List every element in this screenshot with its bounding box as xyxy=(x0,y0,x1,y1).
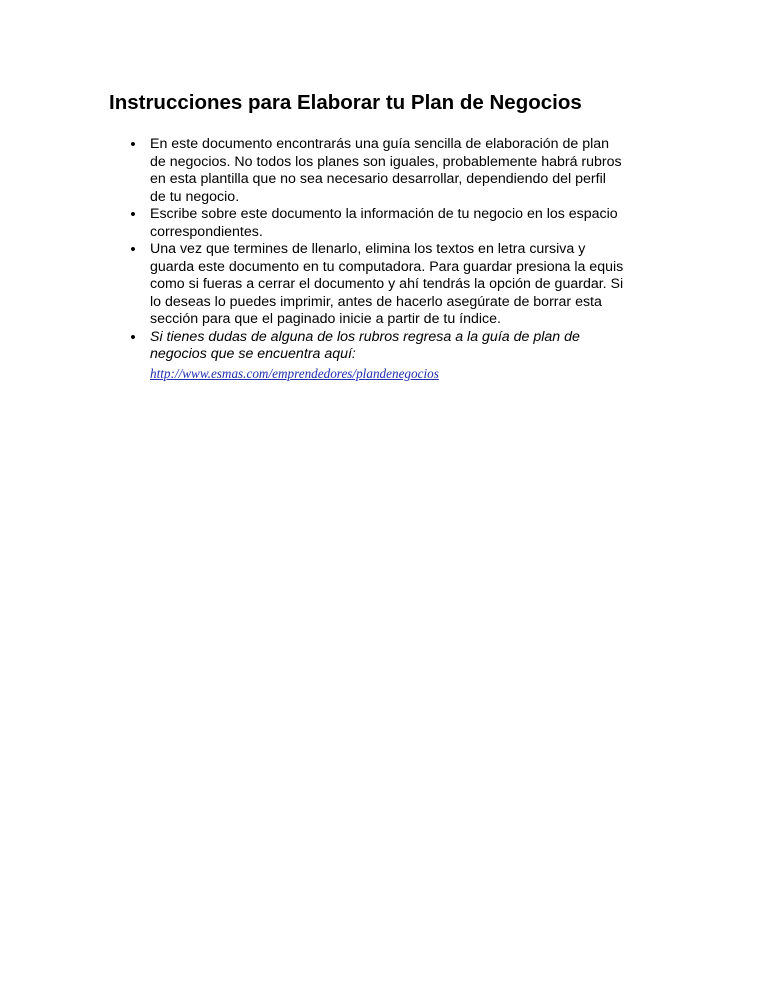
list-item-line: lo deseas lo puedes imprimir, antes de hacerlo asegúrate de borrar esta xyxy=(150,293,602,310)
list-item-line: En este documento encontrarás una guía sencilla de elaboración de plan xyxy=(150,136,610,152)
list-item-line: negocios que se encuentra aquí: xyxy=(150,346,356,362)
plan-de-negocios-link[interactable]: http://www.esmas.com/emprendedores/plandenegocios xyxy=(150,365,439,381)
list-item-line: en esta plantilla que no sea necesario desarrollar, dependiendo del perfil xyxy=(150,171,606,187)
list-item-line: como si fueras a cerrar el documento y ahí tendrás la opción de guardar. Si xyxy=(150,276,624,292)
document-title: Instrucciones para Elaborar tu Plan de Negocios xyxy=(109,91,582,114)
list-item xyxy=(110,241,670,329)
bullet-icon: • xyxy=(130,206,136,223)
instruction-list xyxy=(110,136,670,382)
list-item xyxy=(110,329,670,382)
list-item-line: correspondientes. xyxy=(150,223,263,240)
list-item-line: Una vez que termines de llenarlo, elimina los textos en letra cursiva y xyxy=(150,241,586,257)
list-item xyxy=(110,136,670,206)
list-item-line: Escribe sobre este documento la información de tu negocio en los espacio xyxy=(150,206,618,222)
list-item-line: guarda este documento en tu computadora. Para guardar presiona la equis xyxy=(150,258,624,275)
list-item-line: sección para que el paginado inicie a partir de tu índice. xyxy=(150,311,501,327)
list-item-line: de tu negocio. xyxy=(150,188,240,205)
list-item-line: Si tienes dudas de alguna de los rubros regresa a la guía de plan de xyxy=(150,328,580,345)
bullet-icon: • xyxy=(130,328,136,346)
bullet-icon: • xyxy=(130,241,136,258)
list-item xyxy=(110,206,670,241)
bullet-icon: • xyxy=(130,136,136,153)
list-item-line: de negocios. No todos los planes son iguales, probablemente habrá rubros xyxy=(150,153,622,170)
